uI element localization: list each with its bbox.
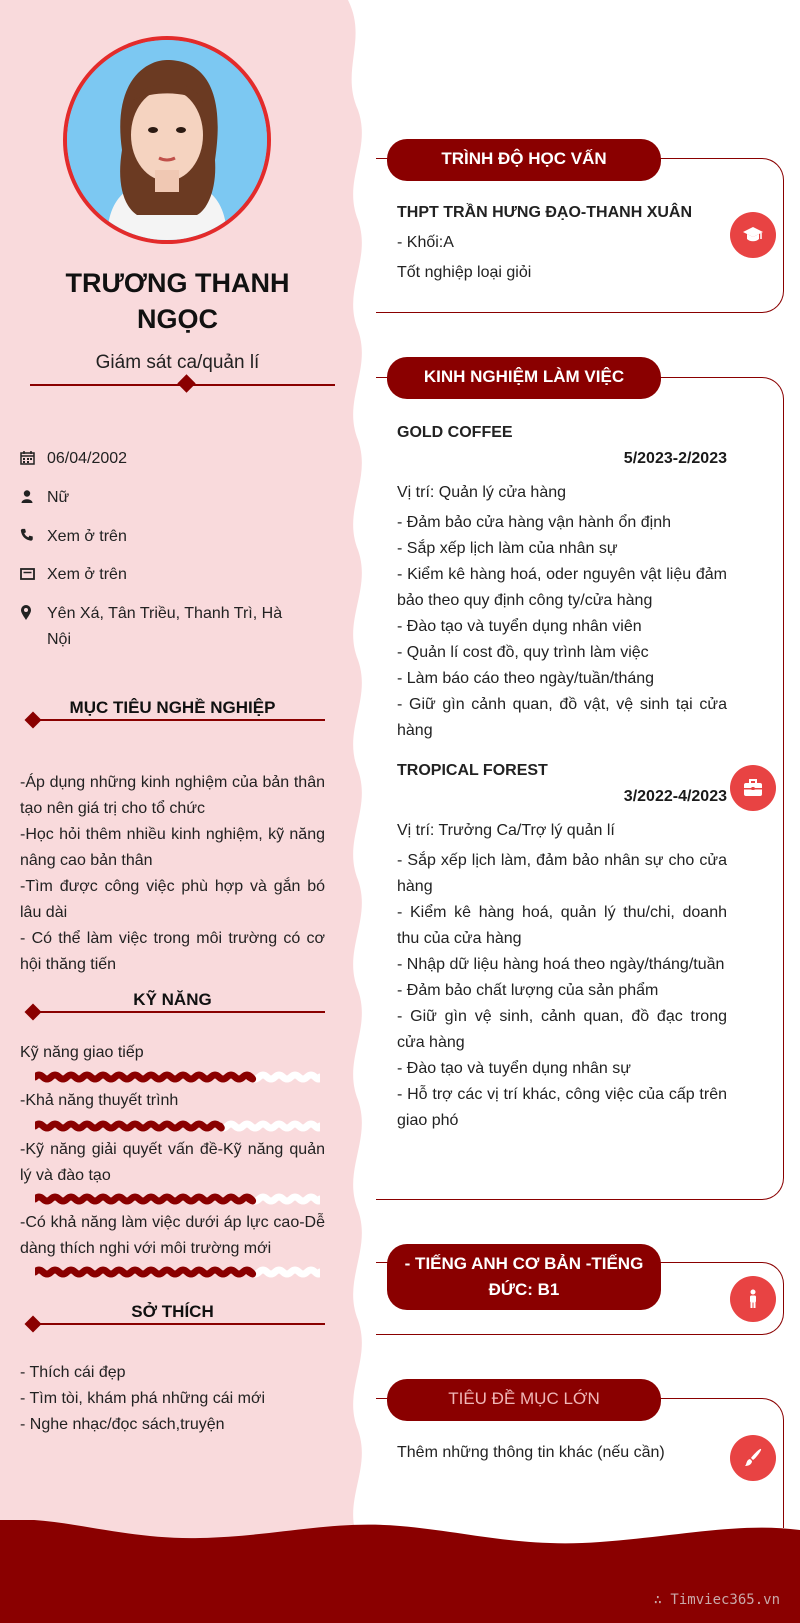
person-standing-icon bbox=[742, 1288, 764, 1310]
watermark: ∴ Timviec365.vn bbox=[653, 1592, 780, 1608]
languages-title: - TIẾNG ANH CƠ BẢN -TIẾNG ĐỨC: B1 bbox=[387, 1244, 661, 1310]
calendar-icon bbox=[20, 450, 36, 466]
experience-badge bbox=[730, 765, 776, 811]
languages-badge bbox=[730, 1276, 776, 1322]
job-company bbox=[397, 758, 727, 784]
experience-title: KINH NGHIỆM LÀM VIỆC bbox=[387, 357, 661, 399]
extra-text: Thêm những thông tin khác (nếu cần) bbox=[397, 1444, 665, 1461]
company-name: GOLD COFFEE bbox=[397, 424, 513, 441]
job-duty: - Đào tạo và tuyển dụng nhân sự bbox=[397, 1060, 631, 1077]
name-line-2: NGỌC bbox=[137, 304, 218, 334]
education-content bbox=[397, 200, 727, 286]
job-duty: - Hỗ trợ các vị trí khác, công việc của cấp trên giao phó bbox=[397, 1086, 727, 1129]
job-details bbox=[397, 818, 727, 1134]
mail-icon bbox=[20, 566, 36, 582]
candidate-name bbox=[20, 265, 335, 337]
briefcase-icon bbox=[742, 777, 764, 799]
email-text: Xem ở trên bbox=[47, 566, 127, 583]
avatar bbox=[63, 36, 271, 244]
job-position: Vị trí: Trưởng Ca/Trợ lý quản lí bbox=[397, 822, 615, 839]
job-duty: - Sắp xếp lịch làm, đảm bảo nhân sự cho cửa hàng bbox=[397, 852, 727, 895]
education-title: TRÌNH ĐỘ HỌC VẤN bbox=[387, 139, 661, 181]
objective-text bbox=[20, 770, 325, 978]
hobby-line: - Nghe nhạc/đọc sách,truyện bbox=[20, 1416, 225, 1433]
person-icon bbox=[20, 489, 36, 505]
contact-birthday bbox=[20, 446, 320, 472]
address-text: Yên Xá, Tân Triều, Thanh Trì, Hà Nội bbox=[47, 605, 283, 648]
name-line-1: TRƯƠNG THANH bbox=[65, 268, 290, 298]
skill-bar bbox=[35, 1193, 320, 1205]
location-icon bbox=[20, 605, 36, 621]
hobbies-divider bbox=[30, 1323, 325, 1325]
education-line: - Khối:A bbox=[397, 234, 454, 251]
objective-line: -Học hỏi thêm nhiều kinh nghiệm, kỹ năng nâng cao bản thân bbox=[20, 826, 325, 869]
hobbies-text bbox=[20, 1360, 325, 1438]
skill-bar-fill bbox=[35, 1075, 253, 1079]
brush-icon bbox=[742, 1447, 764, 1469]
skill-bar bbox=[35, 1071, 320, 1083]
objective-divider bbox=[30, 719, 325, 721]
job-details bbox=[397, 480, 727, 744]
skill-label: Kỹ năng giao tiếp bbox=[20, 1044, 144, 1061]
skills-title: KỸ NĂNG bbox=[133, 990, 212, 1009]
education-line: Tốt nghiệp loại giỏi bbox=[397, 264, 532, 281]
skill-bar-fill bbox=[35, 1124, 221, 1128]
job-duty: - Sắp xếp lịch làm của nhân sự bbox=[397, 540, 618, 557]
birthday-text: 06/04/2002 bbox=[47, 450, 128, 467]
job-company bbox=[397, 420, 727, 446]
job-duty: - Đảm bảo chất lượng của sản phẩm bbox=[397, 982, 659, 999]
skill-label: -Kỹ năng giải quyết vấn đề-Kỹ năng quản lý và đào tạo bbox=[20, 1141, 325, 1184]
phone-text: Xem ở trên bbox=[47, 528, 127, 545]
skill-bar bbox=[35, 1266, 320, 1278]
job-duty: - Kiểm kê hàng hoá, oder nguyên vật liệu đảm bảo theo quy định công ty/cửa hàng bbox=[397, 566, 727, 609]
job-title: Giám sát ca/quản lí bbox=[95, 352, 260, 373]
skill-label: -Khả năng thuyết trình bbox=[20, 1092, 179, 1109]
job-duty: - Đào tạo và tuyển dụng nhân viên bbox=[397, 618, 642, 635]
objective-line: - Có thể làm việc trong môi trường có cơ hội thăng tiến bbox=[20, 930, 325, 973]
contact-address bbox=[20, 601, 320, 653]
job-duty: - Kiểm kê hàng hoá, quản lý thu/chi, doanh thu của cửa hàng bbox=[397, 904, 727, 947]
extra-badge bbox=[730, 1435, 776, 1481]
school-name: THPT TRẦN HƯNG ĐẠO-THANH XUÂN bbox=[397, 204, 693, 221]
objective-title: MỤC TIÊU NGHỀ NGHIỆP bbox=[69, 698, 276, 717]
objective-line: -Áp dụng những kinh nghiệm của bản thân tạo nên giá trị cho tổ chức bbox=[20, 774, 325, 817]
job-position: Vị trí: Quản lý cửa hàng bbox=[397, 484, 567, 501]
skill-bar-fill bbox=[35, 1270, 253, 1274]
job-duty: - Đảm bảo cửa hàng vận hành ổn định bbox=[397, 514, 672, 531]
hobby-line: - Thích cái đẹp bbox=[20, 1364, 126, 1381]
job-period: 3/2022-4/2023 bbox=[623, 788, 727, 805]
extra-title: TIÊU ĐỀ MỤC LỚN bbox=[387, 1379, 661, 1421]
job-duty: - Quản lí cost đồ, quy trình làm việc bbox=[397, 644, 649, 661]
education-badge bbox=[730, 212, 776, 258]
phone-icon bbox=[20, 528, 36, 544]
skills-divider bbox=[30, 1011, 325, 1013]
skill-bar bbox=[35, 1120, 320, 1132]
company-name: TROPICAL FOREST bbox=[397, 762, 548, 779]
skill-bar-fill bbox=[35, 1197, 253, 1201]
job-duty: - Giữ gìn vệ sinh, cảnh quan, đồ đạc trong cửa hàng bbox=[397, 1008, 727, 1051]
job-duty: - Nhập dữ liệu hàng hoá theo ngày/tháng/tuần bbox=[397, 956, 725, 973]
contact-email bbox=[20, 562, 320, 588]
hobbies-title: SỞ THÍCH bbox=[131, 1302, 214, 1321]
skill-label: -Có khả năng làm việc dưới áp lực cao-Dễ dàng thích nghi với môi trường mới bbox=[20, 1214, 325, 1257]
job-period: 5/2023-2/2023 bbox=[623, 450, 727, 467]
job-duty: - Giữ gìn cảnh quan, đồ vật, vệ sinh tại cửa hàng bbox=[397, 696, 727, 739]
objective-line: -Tìm được công việc phù hợp và gắn bó lâu dài bbox=[20, 878, 325, 921]
gender-text: Nữ bbox=[47, 489, 70, 506]
hobby-line: - Tìm tòi, khám phá những cái mới bbox=[20, 1390, 265, 1407]
graduation-cap-icon bbox=[742, 224, 764, 246]
contact-gender bbox=[20, 485, 320, 511]
contact-phone bbox=[20, 524, 320, 550]
job-duty: - Làm báo cáo theo ngày/tuần/tháng bbox=[397, 670, 655, 687]
